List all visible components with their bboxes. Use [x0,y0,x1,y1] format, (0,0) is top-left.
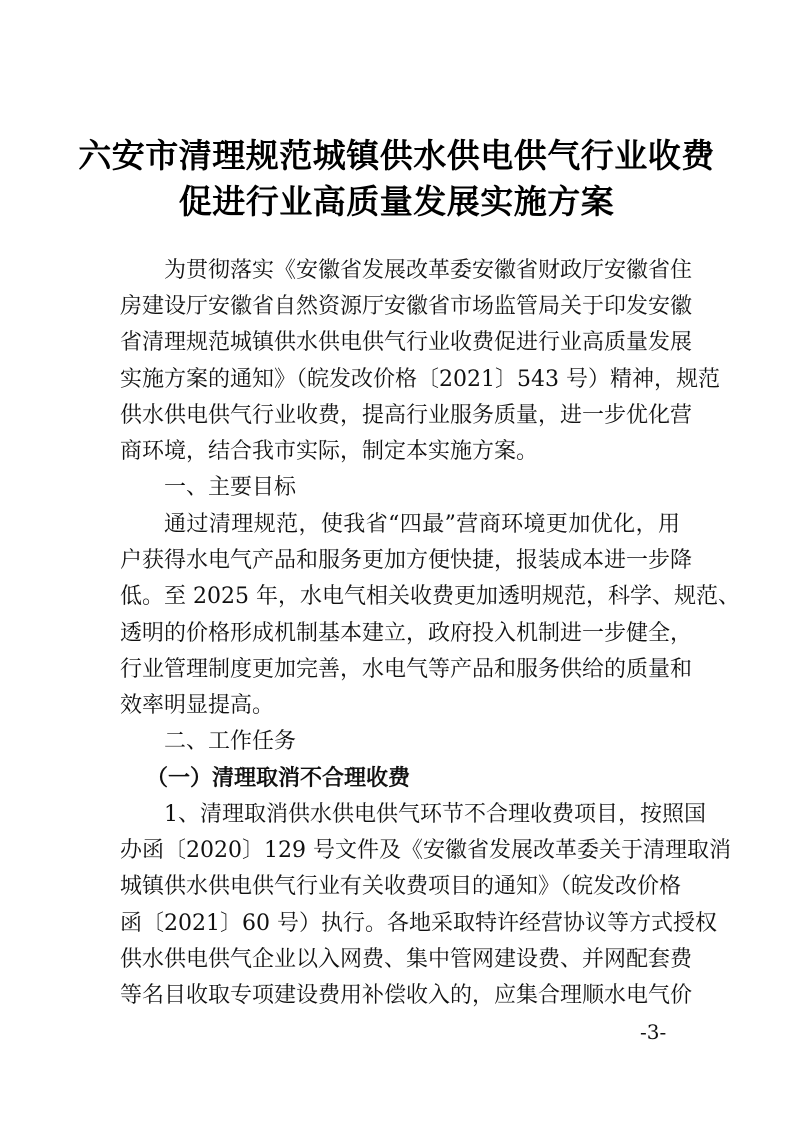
item1-line: 函〔2021〕60 号）执行。各地采取特许经营协议等方式授权 [120,911,717,936]
intro-line: 省清理规范城镇供水供电供气行业收费促进行业高质量发展 [120,330,693,355]
item1-line: 城镇供水供电供气行业有关收费项目的通知》（皖发改价格 [120,874,682,899]
section1-line: 透明的价格形成机制基本建立，政府投入机制进一步健全， [120,621,693,646]
intro-line: 房建设厅安徽省自然资源厅安徽省市场监管局关于印发安徽 [120,294,693,319]
page-number: -3- [640,1020,667,1044]
document-title-line-1: 六安市清理规范城镇供水供电供气行业收费 [78,136,715,175]
section1-line: 户获得水电气产品和服务更加方便快捷，报装成本进一步降 [120,548,693,573]
intro-line: 供水供电供气行业收费，提高行业服务质量，进一步优化营 [120,403,693,428]
document-title-line-2: 促进行业高质量发展实施方案 [178,182,615,221]
section-heading-work-tasks: 二、工作任务 [164,729,297,754]
section1-line: 通过清理规范，使我省“四最”营商环境更加优化，用 [164,512,680,537]
intro-line: 为贯彻落实《安徽省发展改革委安徽省财政厅安徽省住 [164,258,693,283]
intro-line: 实施方案的通知》（皖发改价格〔2021〕543 号）精神，规范 [120,367,720,392]
section-heading-main-goals: 一、主要目标 [164,475,297,500]
item1-line: 办函〔2020〕129 号文件及《安徽省发展改革委关于清理取消 [120,838,731,863]
section1-line: 效率明显提高。 [120,693,275,718]
section1-line: 行业管理制度更加完善，水电气等产品和服务供给的质量和 [120,657,693,682]
item1-line: 1、清理取消供水供电供气环节不合理收费项目，按照国 [164,802,706,827]
item1-line: 供水供电供气企业以入网费、集中管网建设费、并网配套费 [120,947,693,972]
section1-line: 低。至 2025 年，水电气相关收费更加透明规范，科学、规范、 [120,584,740,609]
item1-line: 等名目收取专项建设费用补偿收入的，应集合理顺水电气价 [120,983,693,1008]
intro-line: 商环境，结合我市实际，制定本实施方案。 [120,439,539,464]
subsection-heading-clear-fees: （一）清理取消不合理收费 [146,765,411,791]
